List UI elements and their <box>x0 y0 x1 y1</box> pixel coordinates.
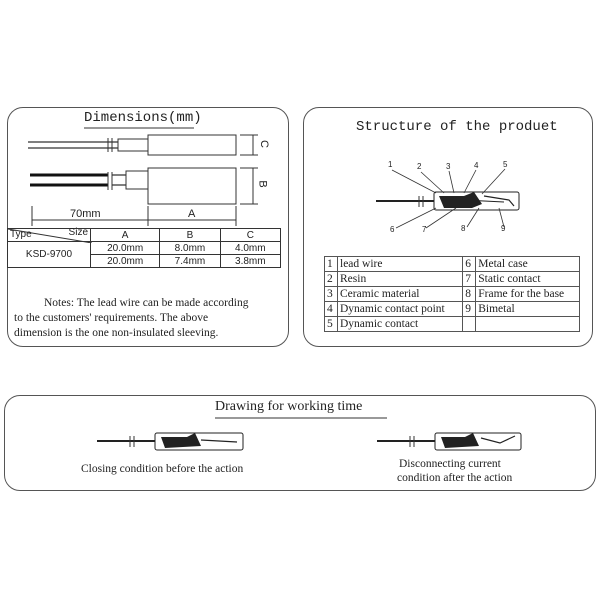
part-label: Resin <box>338 272 463 287</box>
part-label: Bimetal <box>476 302 580 317</box>
callout-9: 9 <box>501 224 506 233</box>
part-label: lead wire <box>338 257 463 272</box>
dimensions-table <box>7 228 281 268</box>
part-number: 8 <box>463 287 476 302</box>
table-cell: 20.0mm <box>91 255 160 268</box>
part-number: 1 <box>325 257 338 272</box>
parts-table <box>324 256 580 332</box>
part-number: 2 <box>325 272 338 287</box>
closing-caption: Closing condition before the action <box>81 463 244 475</box>
part-label: Dynamic contact point <box>338 302 463 317</box>
table-cell: 7.4mm <box>160 255 220 268</box>
dim-label-c: C <box>257 140 270 148</box>
dim-label-a: A <box>188 208 196 220</box>
dimensions-title: Dimensions(mm) <box>84 110 202 126</box>
dim-label-b: B <box>256 180 269 188</box>
table-cell: 8.0mm <box>160 242 220 255</box>
model-cell: KSD-9700 <box>8 242 91 268</box>
callout-7: 7 <box>422 225 427 234</box>
working-title: Drawing for working time <box>215 399 363 414</box>
dim-label-length: 70mm <box>70 208 101 220</box>
working-time-panel <box>4 395 596 491</box>
part-number: 9 <box>463 302 476 317</box>
notes-line: to the customers' requirements. The above <box>14 312 209 324</box>
dimensions-panel <box>7 107 289 347</box>
part-label: Frame for the base <box>476 287 580 302</box>
part-label: Static contact <box>476 272 580 287</box>
part-number: 7 <box>463 272 476 287</box>
part-label <box>476 317 580 332</box>
type-header: Type <box>10 229 32 240</box>
callout-6: 6 <box>390 225 395 234</box>
col-c-header: C <box>220 229 280 242</box>
part-label: Ceramic material <box>338 287 463 302</box>
callout-2: 2 <box>417 162 422 171</box>
type-size-header <box>8 229 91 242</box>
part-label: Metal case <box>476 257 580 272</box>
disconnect-caption-line2: condition after the action <box>397 472 513 484</box>
table-cell: 3.8mm <box>220 255 280 268</box>
structure-title: Structure of the produet <box>356 119 558 135</box>
part-label: Dynamic contact <box>338 317 463 332</box>
structure-panel <box>303 107 593 347</box>
notes-line: Notes: The lead wire can be made according <box>44 297 249 309</box>
disconnect-caption-line1: Disconnecting current <box>399 458 501 470</box>
col-b-header: B <box>160 229 220 242</box>
part-number: 5 <box>325 317 338 332</box>
callout-3: 3 <box>446 162 451 171</box>
notes-line: dimension is the one non-insulated sleeving. <box>14 327 219 339</box>
part-number <box>463 317 476 332</box>
table-cell: 4.0mm <box>220 242 280 255</box>
dimensions-notes <box>14 296 248 341</box>
part-number: 6 <box>463 257 476 272</box>
callout-4: 4 <box>474 161 479 170</box>
table-cell: 20.0mm <box>91 242 160 255</box>
part-number: 3 <box>325 287 338 302</box>
callout-1: 1 <box>388 160 393 169</box>
callout-8: 8 <box>461 224 466 233</box>
col-a-header: A <box>91 229 160 242</box>
callout-5: 5 <box>503 160 508 169</box>
size-header: Size <box>68 227 88 238</box>
part-number: 4 <box>325 302 338 317</box>
